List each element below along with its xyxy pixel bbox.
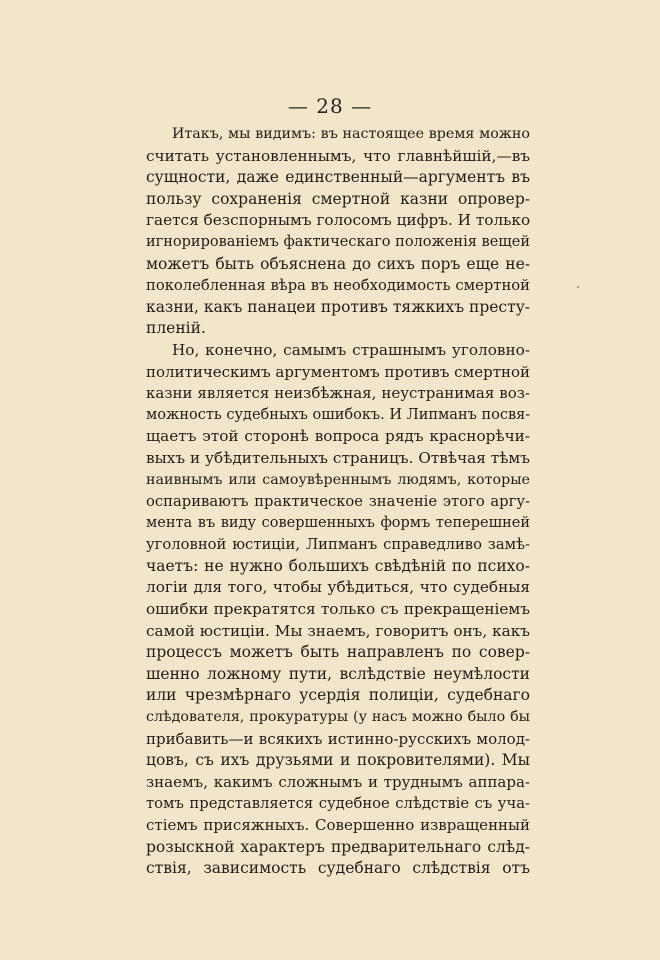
text-line: логiи для того, чтобы убѣдиться, что судебныя	[146, 578, 530, 597]
text-line: розыскной характеръ предварительнаго слѣд-	[146, 837, 530, 856]
text-line: гается безспорнымъ голосомъ цифръ. И только	[146, 211, 530, 230]
text-line: цовъ, съ ихъ друзьями и покровителями). Мы	[146, 751, 530, 770]
text-line: сущности, даже единственный—аргументъ въ	[146, 168, 530, 187]
text-line: уголовной юстицiи, Липманъ справедливо замѣ-	[146, 536, 530, 554]
text-line: или чрезмѣрнаго усердiя полицiи, судебнаго	[146, 686, 530, 705]
text-line: процессъ можетъ быть направленъ по совер-	[146, 643, 530, 662]
text-line: считать установленнымъ, что главнѣйшiй,—въ	[146, 146, 530, 165]
text-line: прибавить—и всякихъ истинно-русскихъ молод-	[146, 729, 530, 748]
text-line: игнорированiемъ фактическаго положенiя вещей	[146, 233, 530, 250]
text-line: оспариваютъ практическое значенiе этого аргу-	[146, 493, 530, 511]
text-line: казни является неизбѣжная, неустранимая воз-	[146, 384, 530, 403]
text-line: пользу сохраненiя смертной казни опровер-	[146, 189, 530, 208]
text-line: слѣдователя, прокуратуры (у насъ можно было бы	[146, 709, 530, 726]
text-line: наивнымъ или самоувѣреннымъ людямъ, которые	[146, 471, 530, 488]
text-line: стiемъ присяжныхъ. Совершенно извращенный	[146, 816, 530, 834]
text-line: знаемъ, какимъ сложнымъ и труднымъ аппара-	[146, 772, 530, 791]
text-line: поколебленная вѣра въ необходимость смертной	[146, 277, 530, 295]
text-line: можность судебныхъ ошибокъ. И Липманъ посвя-	[146, 406, 530, 423]
text-line: политическимъ аргументомъ противъ смертной	[146, 362, 530, 381]
body-text	[146, 124, 530, 880]
text-line: казни, какъ панацеи противъ тяжкихъ престу-	[146, 297, 530, 316]
text-line: чаетъ: не нужно большихъ свѣдѣнiй по психо-	[146, 556, 530, 575]
text-line: можетъ быть объяснена до сихъ поръ еще не-	[146, 254, 530, 273]
margin-mark: ·	[576, 280, 581, 296]
text-line: самой юстицiи. Мы знаемъ, говоритъ онъ, какъ	[146, 621, 530, 640]
text-line: ошибки прекратятся только съ прекращенiемъ	[146, 600, 530, 619]
text-line: Но, конечно, самымъ страшнымъ уголовно-	[172, 340, 530, 359]
text-line: шенно ложному пути, вслѣдствiе неумѣлости	[146, 664, 530, 683]
text-line: ствiя, зависимость судебнаго слѣдствiя отъ	[146, 859, 530, 878]
text-line: щаетъ этой сторонѣ вопроса рядъ краснорѣчи-	[146, 427, 530, 446]
text-line: Итакъ, мы видимъ: въ настоящее время можно	[172, 126, 530, 142]
text-line: выхъ и убѣдительныхъ страницъ. Отвѣчая тѣмъ	[146, 448, 530, 467]
text-line: томъ представляется судебное слѣдствiе съ уча-	[146, 795, 530, 813]
text-line: мента въ виду совершенныхъ формъ теперешней	[146, 514, 530, 531]
page-number: — 28 —	[287, 94, 373, 118]
text-line: пленiй.	[146, 319, 206, 338]
